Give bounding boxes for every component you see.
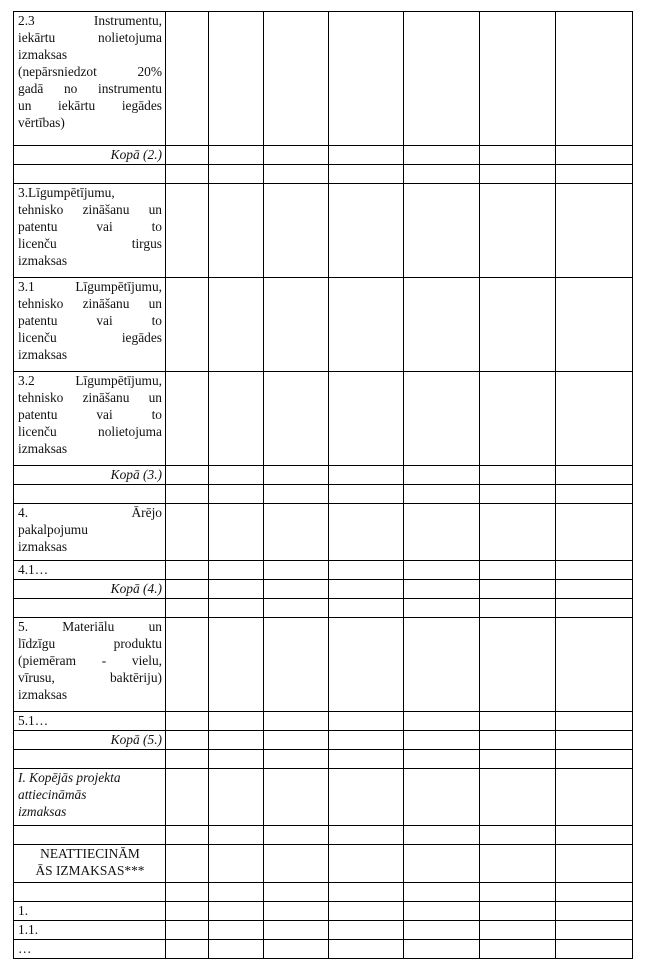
value-cell	[480, 580, 556, 599]
value-cell	[166, 712, 209, 731]
row-label-line: 5. Materiālu un	[18, 619, 162, 634]
value-cell	[480, 485, 556, 504]
value-cell	[264, 580, 329, 599]
value-cell	[166, 902, 209, 921]
value-cell	[480, 184, 556, 278]
value-cell	[264, 845, 329, 883]
row-label-line: 2.3 Instrumentu,	[18, 13, 162, 28]
value-cell	[404, 921, 480, 940]
row-label-line: …	[18, 941, 32, 956]
value-cell	[209, 184, 264, 278]
total-label: Kopā (2.)	[110, 147, 162, 162]
value-cell	[556, 580, 633, 599]
value-cell	[264, 561, 329, 580]
row-label-cell	[14, 580, 166, 599]
value-cell	[480, 769, 556, 826]
value-cell	[480, 12, 556, 146]
value-cell	[209, 466, 264, 485]
value-cell	[329, 146, 404, 165]
row-label-cell	[14, 278, 166, 372]
value-cell	[480, 902, 556, 921]
table-row	[14, 466, 633, 485]
value-cell	[329, 599, 404, 618]
value-cell	[556, 826, 633, 845]
table-row	[14, 845, 633, 883]
value-cell	[404, 146, 480, 165]
table-row	[14, 826, 633, 845]
value-cell	[264, 883, 329, 902]
row-label-cell	[14, 826, 166, 845]
row-label-line: licenču tirgus	[18, 236, 162, 251]
value-cell	[404, 504, 480, 561]
value-cell	[404, 599, 480, 618]
value-cell	[480, 561, 556, 580]
value-cell	[556, 12, 633, 146]
row-label-line: I. Kopējās projekta	[18, 770, 121, 785]
value-cell	[264, 712, 329, 731]
table-row	[14, 618, 633, 712]
value-cell	[480, 278, 556, 372]
value-cell	[556, 769, 633, 826]
row-label-line: tehnisko zināšanu un	[18, 296, 162, 311]
value-cell	[329, 618, 404, 712]
row-label-line: 1.1.	[18, 922, 39, 937]
section-heading-line: ĀS IZMAKSAS***	[35, 863, 145, 878]
table-row	[14, 599, 633, 618]
row-label-line: 5.1…	[18, 713, 49, 728]
value-cell	[264, 485, 329, 504]
row-label-line: izmaksas	[18, 347, 68, 362]
table-row	[14, 731, 633, 750]
value-cell	[404, 731, 480, 750]
row-label-line: gadā no instrumentu	[18, 81, 162, 96]
value-cell	[404, 750, 480, 769]
section-heading-line: NEATTIECINĀM	[40, 846, 140, 861]
value-cell	[329, 921, 404, 940]
value-cell	[556, 372, 633, 466]
row-label-cell	[14, 12, 166, 146]
value-cell	[264, 504, 329, 561]
row-label-line: patentu vai to	[18, 407, 162, 422]
value-cell	[209, 731, 264, 750]
value-cell	[480, 731, 556, 750]
value-cell	[480, 921, 556, 940]
value-cell	[209, 750, 264, 769]
value-cell	[166, 599, 209, 618]
value-cell	[166, 883, 209, 902]
table-row	[14, 372, 633, 466]
row-label-line: izmaksas	[18, 687, 68, 702]
row-label-line: izmaksas	[18, 47, 68, 62]
value-cell	[480, 826, 556, 845]
value-cell	[556, 466, 633, 485]
value-cell	[166, 278, 209, 372]
value-cell	[556, 618, 633, 712]
value-cell	[209, 580, 264, 599]
value-cell	[264, 731, 329, 750]
value-cell	[329, 826, 404, 845]
value-cell	[209, 12, 264, 146]
row-label-line: vīrusu, baktēriju)	[18, 670, 162, 685]
row-label-line: un iekārtu iegādes	[18, 98, 162, 113]
value-cell	[166, 731, 209, 750]
value-cell	[209, 278, 264, 372]
row-label-line: 1.	[18, 903, 29, 918]
value-cell	[329, 184, 404, 278]
total-label: Kopā (4.)	[110, 581, 162, 596]
value-cell	[166, 826, 209, 845]
row-label-line: patentu vai to	[18, 313, 162, 328]
value-cell	[480, 618, 556, 712]
value-cell	[264, 618, 329, 712]
row-label-line: izmaksas	[18, 441, 68, 456]
row-label-line: (piemēram - vielu,	[18, 653, 162, 668]
row-label-line: līdzīgu produktu	[18, 636, 162, 651]
value-cell	[264, 826, 329, 845]
row-label-line: izmaksas	[18, 539, 68, 554]
value-cell	[556, 902, 633, 921]
row-label-cell	[14, 504, 166, 561]
value-cell	[209, 769, 264, 826]
row-label-cell	[14, 165, 166, 184]
row-label-cell	[14, 883, 166, 902]
row-label-line: iekārtu nolietojuma	[18, 30, 162, 45]
table-row	[14, 902, 633, 921]
row-label-line: vērtības)	[18, 115, 65, 130]
row-label-cell	[14, 372, 166, 466]
value-cell	[404, 618, 480, 712]
row-label-cell	[14, 731, 166, 750]
table-row	[14, 184, 633, 278]
value-cell	[404, 372, 480, 466]
row-label-cell	[14, 712, 166, 731]
value-cell	[329, 561, 404, 580]
value-cell	[166, 184, 209, 278]
value-cell	[404, 826, 480, 845]
table-row	[14, 504, 633, 561]
value-cell	[404, 845, 480, 883]
value-cell	[166, 580, 209, 599]
row-label-line: licenču nolietojuma	[18, 424, 162, 439]
value-cell	[556, 712, 633, 731]
value-cell	[209, 599, 264, 618]
value-cell	[329, 466, 404, 485]
value-cell	[556, 845, 633, 883]
row-label-line: 3.Līgumpētījumu,	[18, 185, 115, 200]
value-cell	[329, 165, 404, 184]
value-cell	[480, 599, 556, 618]
value-cell	[264, 372, 329, 466]
row-label-line: 4. Ārējo	[18, 505, 162, 520]
table-row	[14, 940, 633, 959]
value-cell	[329, 12, 404, 146]
value-cell	[480, 712, 556, 731]
value-cell	[166, 12, 209, 146]
row-label-line: izmaksas	[18, 804, 67, 819]
value-cell	[404, 940, 480, 959]
value-cell	[556, 504, 633, 561]
row-label-cell	[14, 940, 166, 959]
value-cell	[556, 883, 633, 902]
value-cell	[556, 731, 633, 750]
value-cell	[209, 372, 264, 466]
value-cell	[264, 769, 329, 826]
value-cell	[166, 618, 209, 712]
value-cell	[556, 561, 633, 580]
row-label-line: (nepārsniedzot 20%	[18, 64, 162, 79]
value-cell	[404, 466, 480, 485]
row-label-cell	[14, 769, 166, 826]
value-cell	[264, 165, 329, 184]
table-row	[14, 561, 633, 580]
row-label-line: izmaksas	[18, 253, 68, 268]
value-cell	[556, 485, 633, 504]
value-cell	[480, 372, 556, 466]
value-cell	[404, 184, 480, 278]
value-cell	[556, 165, 633, 184]
total-label: Kopā (5.)	[110, 732, 162, 747]
value-cell	[480, 883, 556, 902]
row-label-cell	[14, 750, 166, 769]
value-cell	[264, 146, 329, 165]
row-label-cell	[14, 485, 166, 504]
table-row	[14, 769, 633, 826]
value-cell	[209, 902, 264, 921]
value-cell	[329, 940, 404, 959]
table-row	[14, 712, 633, 731]
value-cell	[209, 883, 264, 902]
row-label-cell	[14, 466, 166, 485]
value-cell	[166, 750, 209, 769]
row-label-line: 4.1…	[18, 562, 49, 577]
value-cell	[209, 712, 264, 731]
value-cell	[264, 902, 329, 921]
table-row	[14, 921, 633, 940]
value-cell	[209, 940, 264, 959]
table-row	[14, 165, 633, 184]
value-cell	[404, 902, 480, 921]
value-cell	[329, 504, 404, 561]
value-cell	[209, 485, 264, 504]
value-cell	[209, 845, 264, 883]
value-cell	[209, 504, 264, 561]
value-cell	[209, 826, 264, 845]
value-cell	[404, 12, 480, 146]
row-label-line: tehnisko zināšanu un	[18, 390, 162, 405]
table-row	[14, 580, 633, 599]
value-cell	[404, 561, 480, 580]
table-row	[14, 485, 633, 504]
value-cell	[480, 504, 556, 561]
value-cell	[166, 146, 209, 165]
table-row	[14, 883, 633, 902]
value-cell	[264, 184, 329, 278]
row-label-cell	[14, 599, 166, 618]
value-cell	[556, 940, 633, 959]
row-label-cell	[14, 146, 166, 165]
total-label: Kopā (3.)	[110, 467, 162, 482]
value-cell	[166, 561, 209, 580]
value-cell	[264, 278, 329, 372]
value-cell	[404, 485, 480, 504]
table-row	[14, 146, 633, 165]
row-label-line: 3.1 Līgumpētījumu,	[18, 279, 162, 294]
row-label-cell	[14, 618, 166, 712]
value-cell	[556, 184, 633, 278]
value-cell	[404, 165, 480, 184]
value-cell	[264, 599, 329, 618]
value-cell	[329, 902, 404, 921]
value-cell	[166, 485, 209, 504]
value-cell	[166, 504, 209, 561]
value-cell	[166, 372, 209, 466]
row-label-line: 3.2 Līgumpētījumu,	[18, 373, 162, 388]
value-cell	[329, 372, 404, 466]
row-label-cell	[14, 902, 166, 921]
value-cell	[404, 769, 480, 826]
value-cell	[329, 750, 404, 769]
table-row	[14, 12, 633, 146]
value-cell	[480, 165, 556, 184]
value-cell	[404, 278, 480, 372]
value-cell	[556, 278, 633, 372]
value-cell	[480, 750, 556, 769]
value-cell	[166, 769, 209, 826]
value-cell	[329, 580, 404, 599]
row-label-line: patentu vai to	[18, 219, 162, 234]
budget-table	[13, 11, 633, 959]
row-label-line: tehnisko zināšanu un	[18, 202, 162, 217]
value-cell	[480, 146, 556, 165]
value-cell	[404, 712, 480, 731]
value-cell	[556, 599, 633, 618]
value-cell	[209, 165, 264, 184]
value-cell	[166, 921, 209, 940]
row-label-line: licenču iegādes	[18, 330, 162, 345]
row-label-line: pakalpojumu	[18, 522, 88, 537]
value-cell	[264, 940, 329, 959]
value-cell	[404, 580, 480, 599]
value-cell	[329, 485, 404, 504]
value-cell	[329, 712, 404, 731]
row-label-cell	[14, 561, 166, 580]
value-cell	[264, 466, 329, 485]
row-label-cell	[14, 845, 166, 883]
value-cell	[556, 146, 633, 165]
value-cell	[264, 12, 329, 146]
value-cell	[329, 769, 404, 826]
value-cell	[480, 940, 556, 959]
value-cell	[556, 921, 633, 940]
value-cell	[166, 165, 209, 184]
value-cell	[264, 921, 329, 940]
value-cell	[480, 845, 556, 883]
table-row	[14, 278, 633, 372]
value-cell	[264, 750, 329, 769]
value-cell	[209, 146, 264, 165]
value-cell	[166, 845, 209, 883]
table-row	[14, 750, 633, 769]
value-cell	[209, 561, 264, 580]
value-cell	[209, 921, 264, 940]
value-cell	[329, 883, 404, 902]
value-cell	[166, 940, 209, 959]
value-cell	[329, 731, 404, 750]
row-label-cell	[14, 184, 166, 278]
value-cell	[556, 750, 633, 769]
value-cell	[329, 278, 404, 372]
value-cell	[480, 466, 556, 485]
value-cell	[329, 845, 404, 883]
value-cell	[166, 466, 209, 485]
row-label-line: attiecināmās	[18, 787, 87, 802]
value-cell	[404, 883, 480, 902]
value-cell	[209, 618, 264, 712]
row-label-cell	[14, 921, 166, 940]
